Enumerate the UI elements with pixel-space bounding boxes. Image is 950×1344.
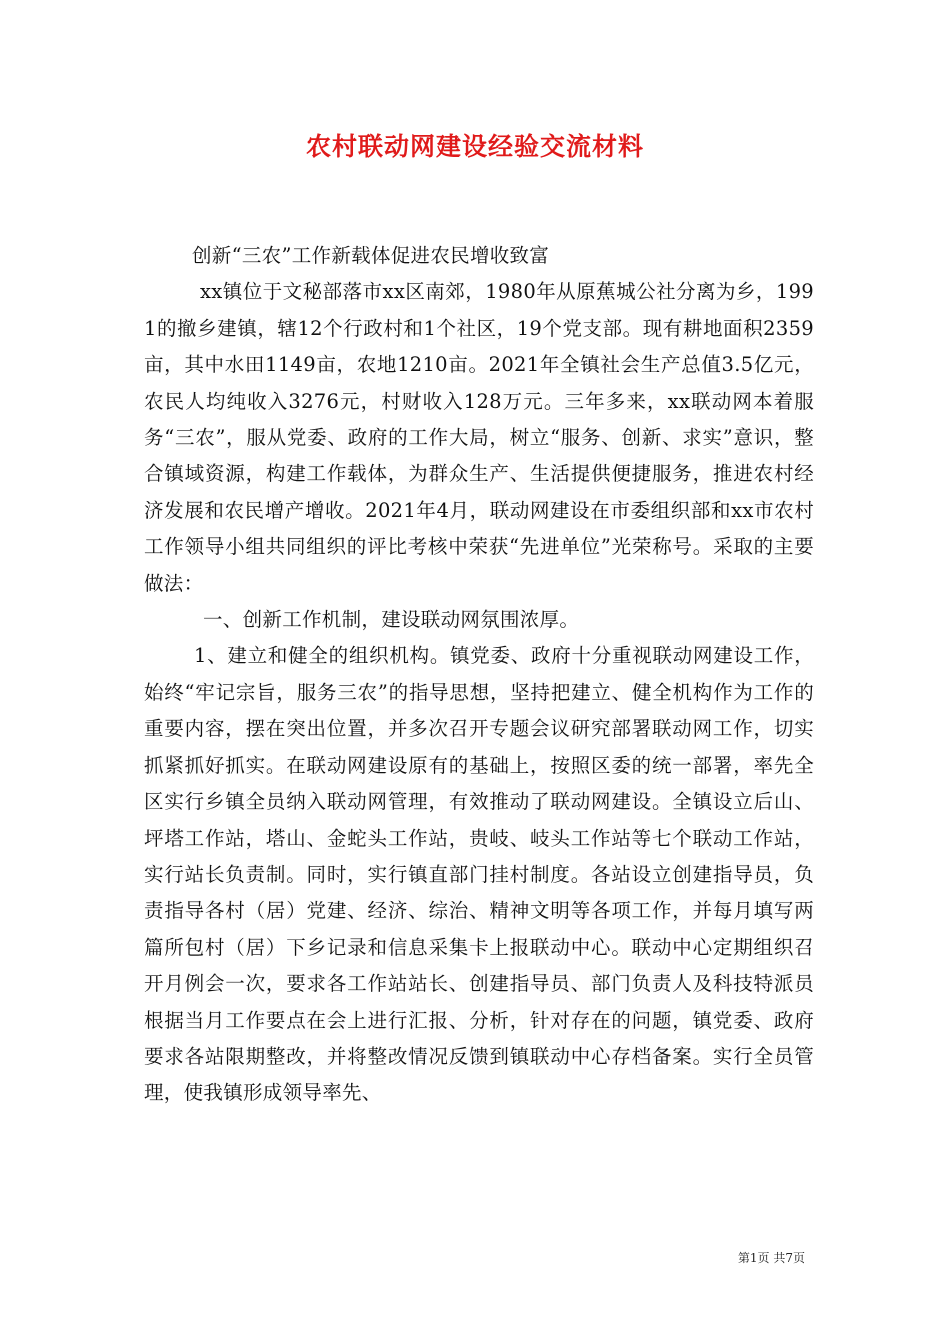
document-title: 农村联动网建设经验交流材料 xyxy=(305,132,644,161)
paragraph-organization: 1、建立和健全的组织机构。镇党委、政府十分重视联动网建设工作，始终“牢记宗旨，服务三农”的指导思想，坚持把建立、健全机构作为工作的重要内容，摆在突出位置，并多次召开专题会议研究部署联动网工作，切实抓紧抓好抓实。在联动网建设原有的基础上，按照区委的统一部署，率先全区实行乡镇全员纳入联动网管理，有效推动了联动网建设。全镇设立后山、坪塔工作站，塔山、金蛇头工作站，贵岐、岐头工作站等七个联动工作站，实行站长负责制。同时，实行镇直部门挂村制度。各站设立创建指导员，负责指导各村（居）党建、经济、综治、精神文明等各项工作，并每月填写两篇所包村（居）下乡记录和信息采集卡上报联动中心。联动中心定期组织召开月例会一次，要求各工作站站长、创建指导员、部门负责人及科技特派员根据当月工作要点在会上进行汇报、分析，针对存在的问题，镇党委、政府要求各站限期整改，并将整改情况反馈到镇联动中心存档备案。实行全员管理，使我镇形成领导率先、 xyxy=(144,644,814,1105)
page-indicator: 第1页 共7页 xyxy=(737,1251,805,1265)
subtitle-line xyxy=(144,238,814,274)
paragraph-intro: xx镇位于文秘部落市xx区南郊，1980年从原蕉城公社分离为乡，1991的撤乡建镇，辖12个行政村和1个社区，19个党支部。现有耕地面积2359亩，其中水田1149亩，农地1210亩。2021年全镇社会生产总值3.5亿元，农民人均纯收入3276元，村财收入128万元。三年多来，xx联动网本着服务“三农”，服从党委、政府的工作大局，树立“服务、创新、求实”意识，整合镇域资源，构建工作载体，为群众生产、生活提供便捷服务，推进农村经济发展和农民增产增收。2021年4月，联动网建设在市委组织部和xx市农村工作领导小组共同组织的评比考核中荣获“先进单位”光荣称号。采取的主要做法： xyxy=(144,280,814,595)
subtitle-text: 创新“三农”工作新载体促进农民增收致富 xyxy=(192,244,550,267)
document-body xyxy=(144,238,814,1112)
section-heading: 一、创新工作机制，建设联动网氛围浓厚。 xyxy=(203,608,580,632)
